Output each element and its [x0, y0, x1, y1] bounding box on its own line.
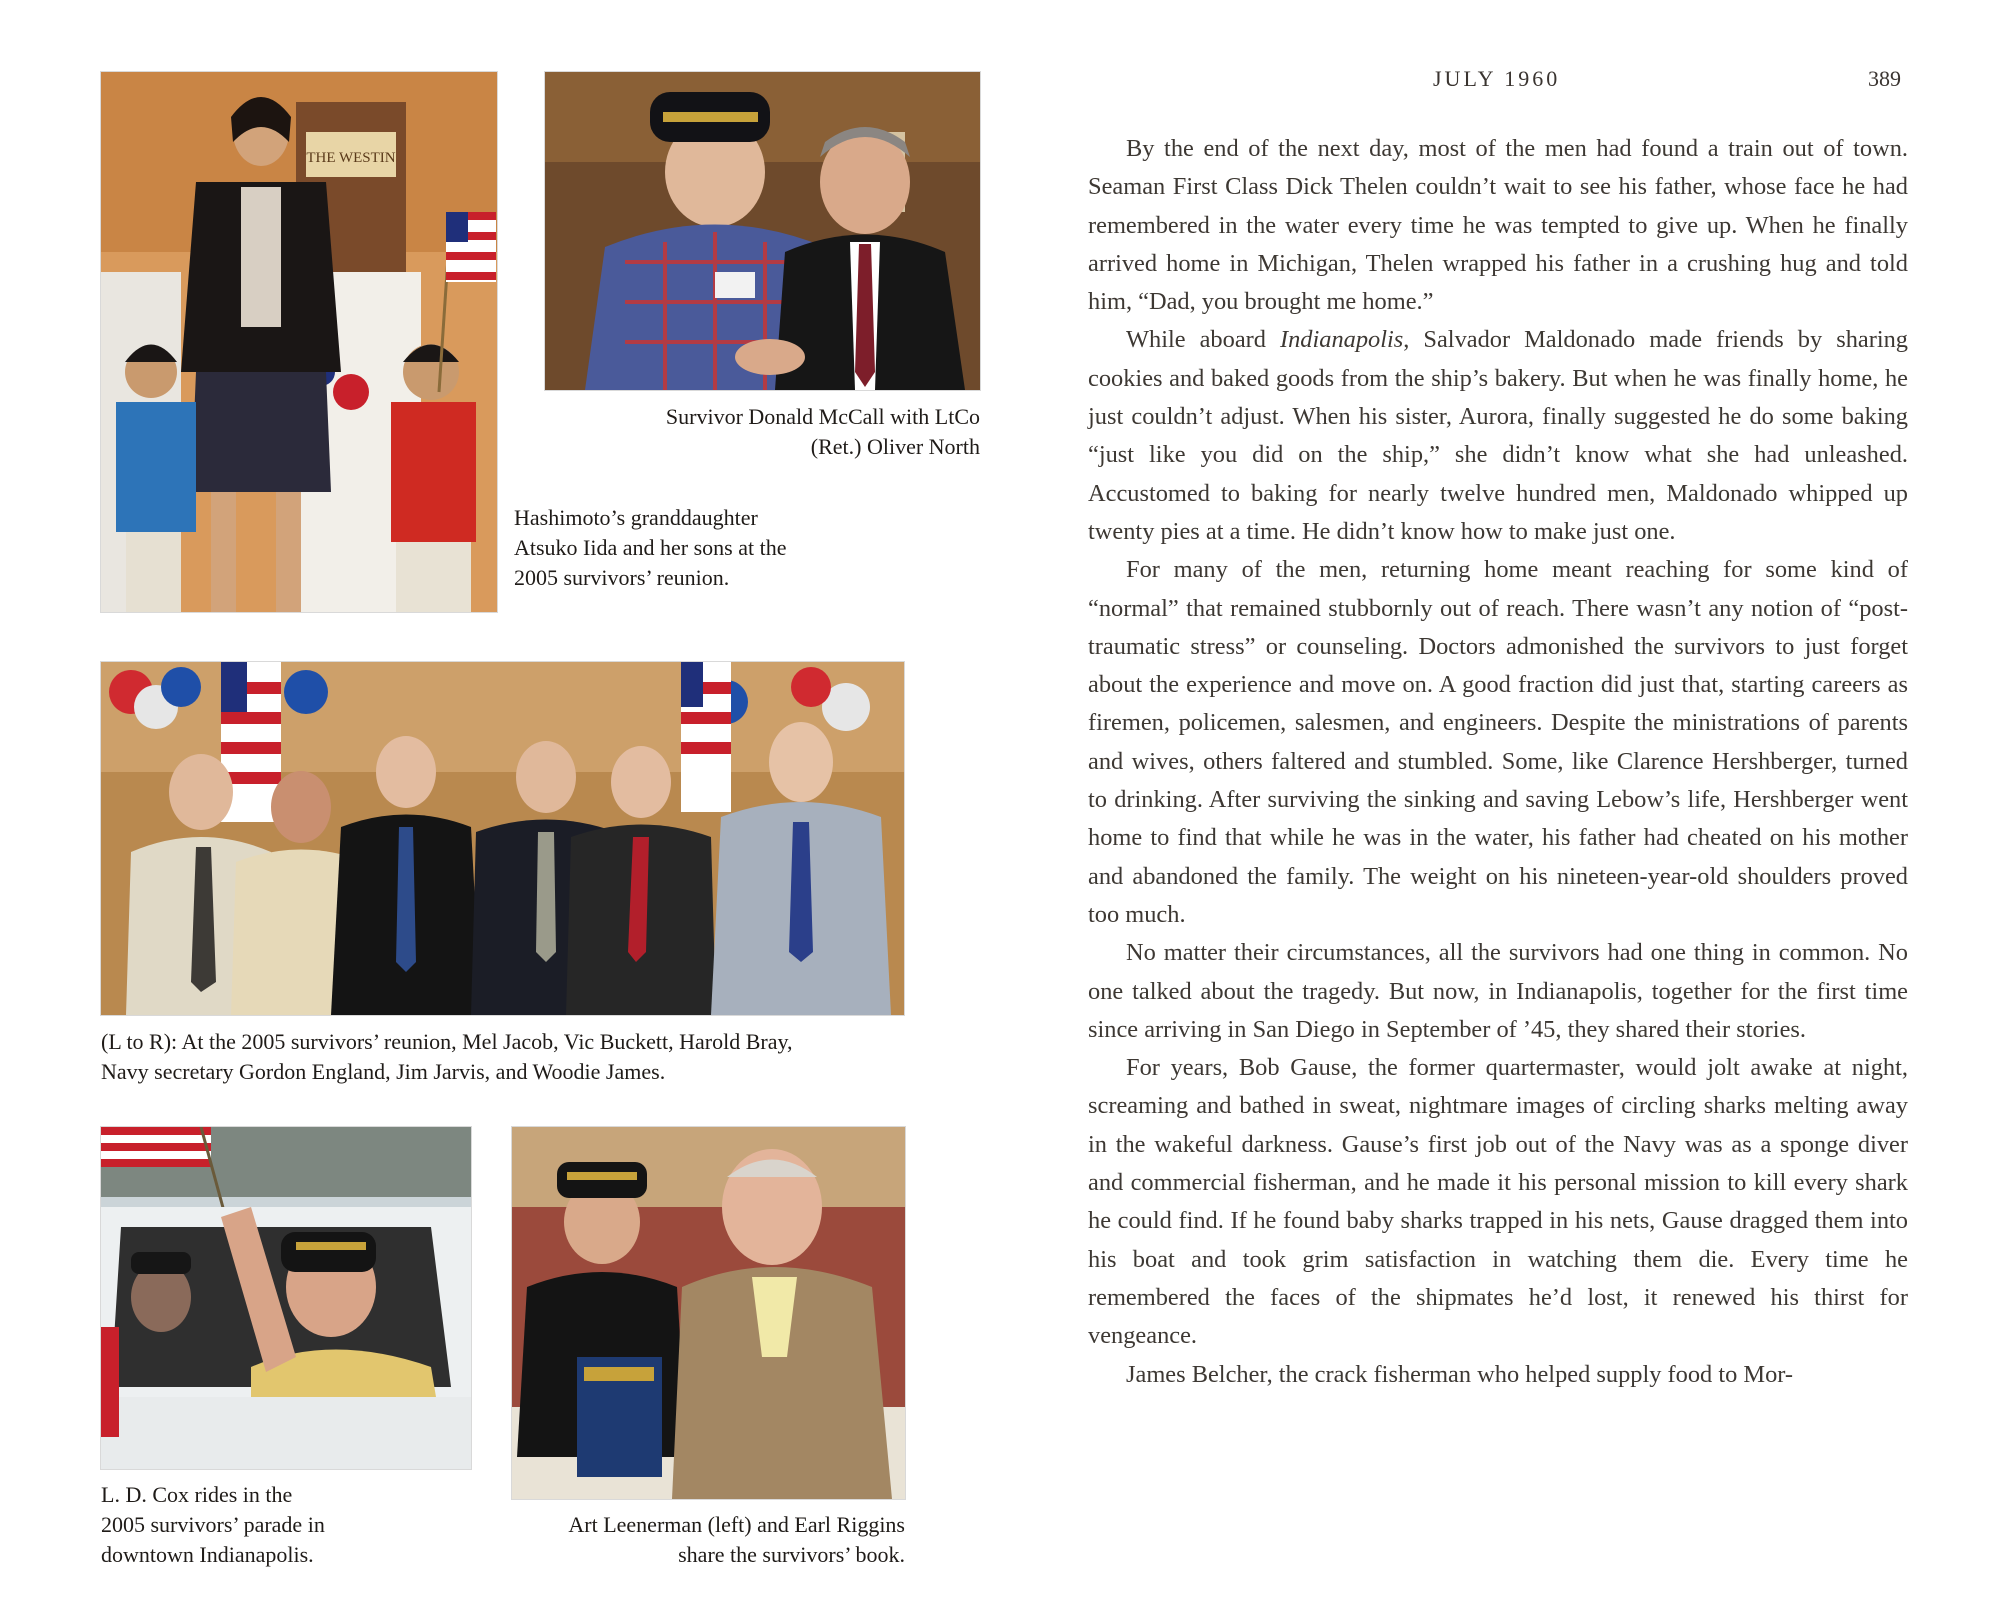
- photo-cox-parade: [101, 1127, 471, 1469]
- caption-line: Atsuko Iida and her sons at the: [514, 535, 787, 560]
- page-number: 389: [1868, 66, 1901, 91]
- caption-line: Survivor Donald McCall with LtCo: [665, 404, 980, 429]
- ship-name-italic: Indianapolis: [1279, 326, 1404, 354]
- paragraph-text: No matter their circumstances, all the survivors had one thing in common. No one talked about the tragedy. But now, in Indianapolis, together for the first time since arriving in San Diego in September of ’45, they shared their stories.: [1088, 939, 1908, 1043]
- paragraph: [1088, 934, 1908, 1049]
- paragraph: [1088, 130, 1908, 321]
- paragraph-text: James Belcher, the crack fisherman who helped supply food to Mor-: [1126, 1360, 1794, 1388]
- paragraph: [1088, 321, 1908, 551]
- body-text: [1088, 130, 1908, 1394]
- running-head: JULY 1960: [1433, 66, 1561, 91]
- paragraph-text: , Salvador Maldonado made friends by sharing cookies and baked goods from the ship’s bakery. But when he was finally home, he just couldn’t adjust. When his sister, Aurora, finally suggested he do some baking “just like you did on the ship,” she didn’t know what she had unleashed. Accustomed to baking for nearly twelve hundred men, Maldonado whipped up twenty pies at a time. He didn’t know how to make just one.: [1088, 326, 1908, 545]
- caption-line: share the survivors’ book.: [678, 1542, 905, 1567]
- caption-line: L. D. Cox rides in the: [101, 1482, 293, 1507]
- caption-line: Art Leenerman (left) and Earl Riggins: [568, 1512, 905, 1537]
- caption-mccall-north: [560, 402, 980, 462]
- paragraph-text: For years, Bob Gause, the former quartermaster, would jolt awake at night, screaming and bathed in sweat, nightmare images of circling sharks melting away in the wakeful darkness. Gause’s first job out of the Navy was as a sponge diver and commercial fisherman, and he made it his personal mission to kill every shark he could find. If he found baby sharks trapped in his nets, Gause dragged them into his boat and took grim satisfaction in watching them die. Every time he remembered the faces of the shipmates he’d lost, it renewed his thirst for vengeance.: [1088, 1054, 1908, 1350]
- paragraph: [1088, 1049, 1908, 1355]
- caption-leenerman-riggins: [480, 1510, 905, 1570]
- photo-reunion-group: [101, 662, 904, 1015]
- photo-mccall-and-north: [545, 72, 980, 390]
- right-page: [1000, 0, 2000, 1609]
- caption-line: (Ret.) Oliver North: [810, 434, 980, 459]
- caption-granddaughter: [514, 503, 787, 593]
- photo-granddaughter-and-sons: [101, 72, 497, 612]
- caption-line: downtown Indianapolis.: [101, 1542, 314, 1567]
- caption-group: [101, 1027, 921, 1087]
- caption-line: Navy secretary Gordon England, Jim Jarvis, and Woodie James.: [101, 1059, 666, 1084]
- paragraph-text: While aboard: [1126, 326, 1280, 354]
- paragraph: [1088, 551, 1908, 934]
- caption-cox-parade: [101, 1480, 325, 1570]
- caption-line: (L to R): At the 2005 survivors’ reunion, Mel Jacob, Vic Buckett, Harold Bray,: [101, 1029, 793, 1054]
- paragraph-text: For many of the men, returning home meant reaching for some kind of “normal” that remained stubbornly out of reach. There wasn’t any notion of “post-traumatic stress” or counseling. Doctors admonished the survivors to just forget about the experience and move on. A good fraction did just that, starting careers as firemen, policemen, salesmen, and engineers. Despite the ministrations of parents and wives, others faltered and stumbled. Some, like Clarence Hershberger, turned to drinking. After surviving the sinking and saving Lebow’s life, Hershberger went home to find that while he was in the water, his father had cheated on his mother and abandoned the family. The weight on his nineteen-year-old shoulders proved too much.: [1088, 556, 1908, 928]
- paragraph-text: By the end of the next day, most of the men had found a train out of town. Seaman First Class Dick Thelen couldn’t wait to see his father, whose face he had remembered in the water every time he was tempted to give up. When he finally arrived home in Michigan, Thelen wrapped his father in a crushing hug and told him, “Dad, you brought me home.”: [1088, 135, 1908, 316]
- caption-line: Hashimoto’s granddaughter: [514, 505, 758, 530]
- photo-leenerman-riggins: [512, 1127, 905, 1499]
- caption-line: 2005 survivors’ reunion.: [514, 565, 730, 590]
- caption-line: 2005 survivors’ parade in: [101, 1512, 325, 1537]
- podium-sign-text: THE WESTIN: [306, 150, 396, 166]
- paragraph: [1088, 1356, 1908, 1394]
